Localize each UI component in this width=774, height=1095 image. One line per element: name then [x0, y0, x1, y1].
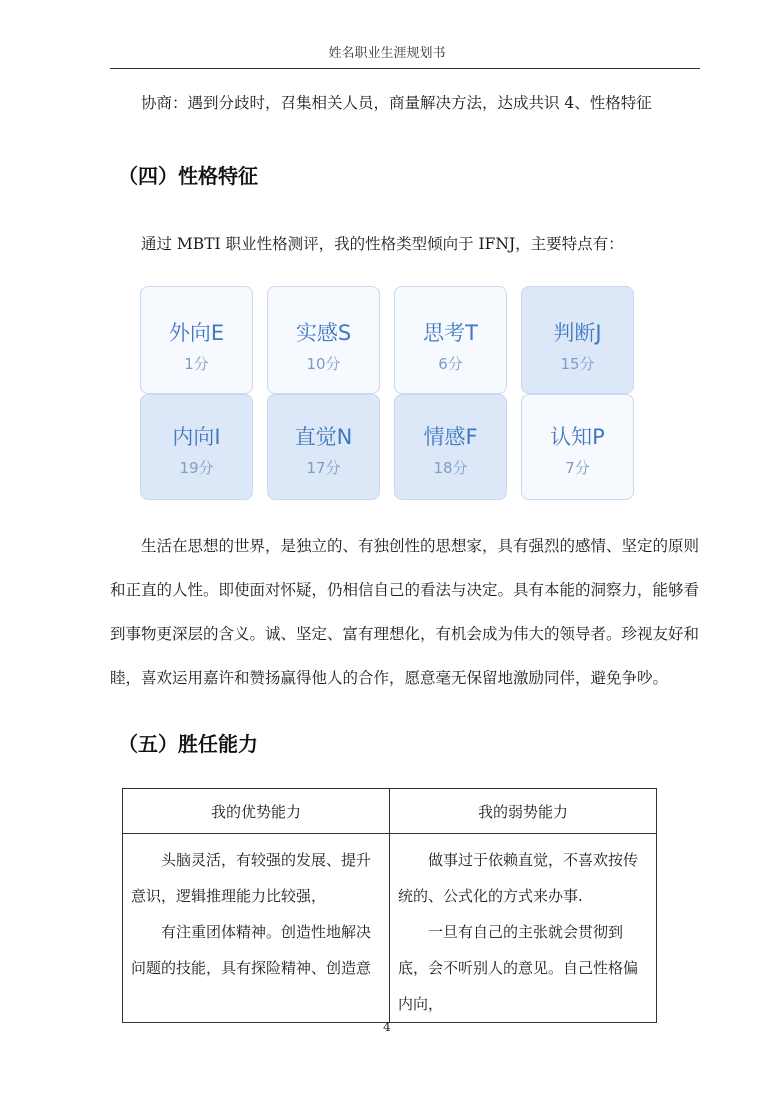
mbti-card-extraversion	[140, 286, 253, 394]
mbti-score: 19分	[179, 459, 214, 477]
mbti-score: 1分	[184, 355, 209, 373]
mbti-score-grid	[140, 286, 636, 502]
table-row	[123, 834, 657, 1023]
header-weaknesses: 我的弱势能力	[390, 789, 657, 834]
weakness-item: 一旦有自己的主张就会贯彻到底，会不听别人的意见。自己性格偏内向，	[398, 923, 639, 1013]
header-title: 姓名职业生涯规划书	[328, 46, 446, 61]
intro-line: 协商：遇到分歧时，召集相关人员，商量解决方法，达成共识 4、性格特征	[141, 94, 652, 112]
header-divider	[110, 68, 700, 69]
mbti-score: 7分	[565, 459, 590, 477]
mbti-card-sensing	[267, 286, 380, 394]
strength-item: 头脑灵活，有较强的发展、提升意识，逻辑推理能力比较强，	[131, 851, 372, 905]
mbti-label: 情感F	[423, 425, 478, 449]
strength-item: 有注重团体精神。创造性地解决问题的技能，具有探险精神、创造意	[131, 923, 372, 977]
mbti-score: 17分	[306, 459, 341, 477]
mbti-label: 思考T	[423, 321, 478, 345]
mbti-label: 内向I	[172, 425, 221, 449]
ability-table	[122, 788, 657, 1023]
header-strengths: 我的优势能力	[123, 789, 390, 834]
mbti-lead: 通过 MBTI 职业性格测评，我的性格类型倾向于 IFNJ，主要特点有：	[141, 235, 624, 253]
mbti-score: 10分	[306, 355, 341, 373]
section-heading-competency: （五）胜任能力	[118, 732, 258, 756]
mbti-card-introversion	[140, 394, 253, 500]
mbti-label: 外向E	[168, 321, 225, 345]
section-heading-personality: （四）性格特征	[118, 164, 258, 188]
page-number: 4	[383, 1020, 391, 1034]
mbti-label: 判断J	[553, 321, 602, 345]
table-header-row	[123, 789, 657, 834]
mbti-card-intuition	[267, 394, 380, 500]
mbti-score: 18分	[433, 459, 468, 477]
mbti-card-thinking	[394, 286, 507, 394]
mbti-label: 直觉N	[294, 425, 353, 449]
mbti-label: 认知P	[550, 425, 605, 449]
weakness-item: 做事过于依赖直觉，不喜欢按传统的、公式化的方式来办事.	[398, 851, 639, 905]
personality-description: 生活在思想的世界，是独立的、有独创性的思想家，具有强烈的感情、坚定的原则和正直的人性。即使面对怀疑，仍相信自己的看法与决定。具有本能的洞察力，能够看到事物更深层的含义。诚、坚定、富有理想化，有机会成为伟大的领导者。珍视友好和睦，喜欢运用嘉许和赞扬赢得他人的合作，愿意毫无保留地激励同伴，避免争吵。	[110, 537, 700, 687]
strengths-cell	[123, 834, 390, 1023]
weaknesses-cell	[390, 834, 657, 1023]
mbti-score: 15分	[560, 355, 595, 373]
mbti-card-perceiving	[521, 394, 634, 500]
mbti-card-judging	[521, 286, 634, 394]
mbti-card-feeling	[394, 394, 507, 500]
mbti-score: 6分	[438, 355, 463, 373]
mbti-label: 实感S	[295, 321, 352, 345]
